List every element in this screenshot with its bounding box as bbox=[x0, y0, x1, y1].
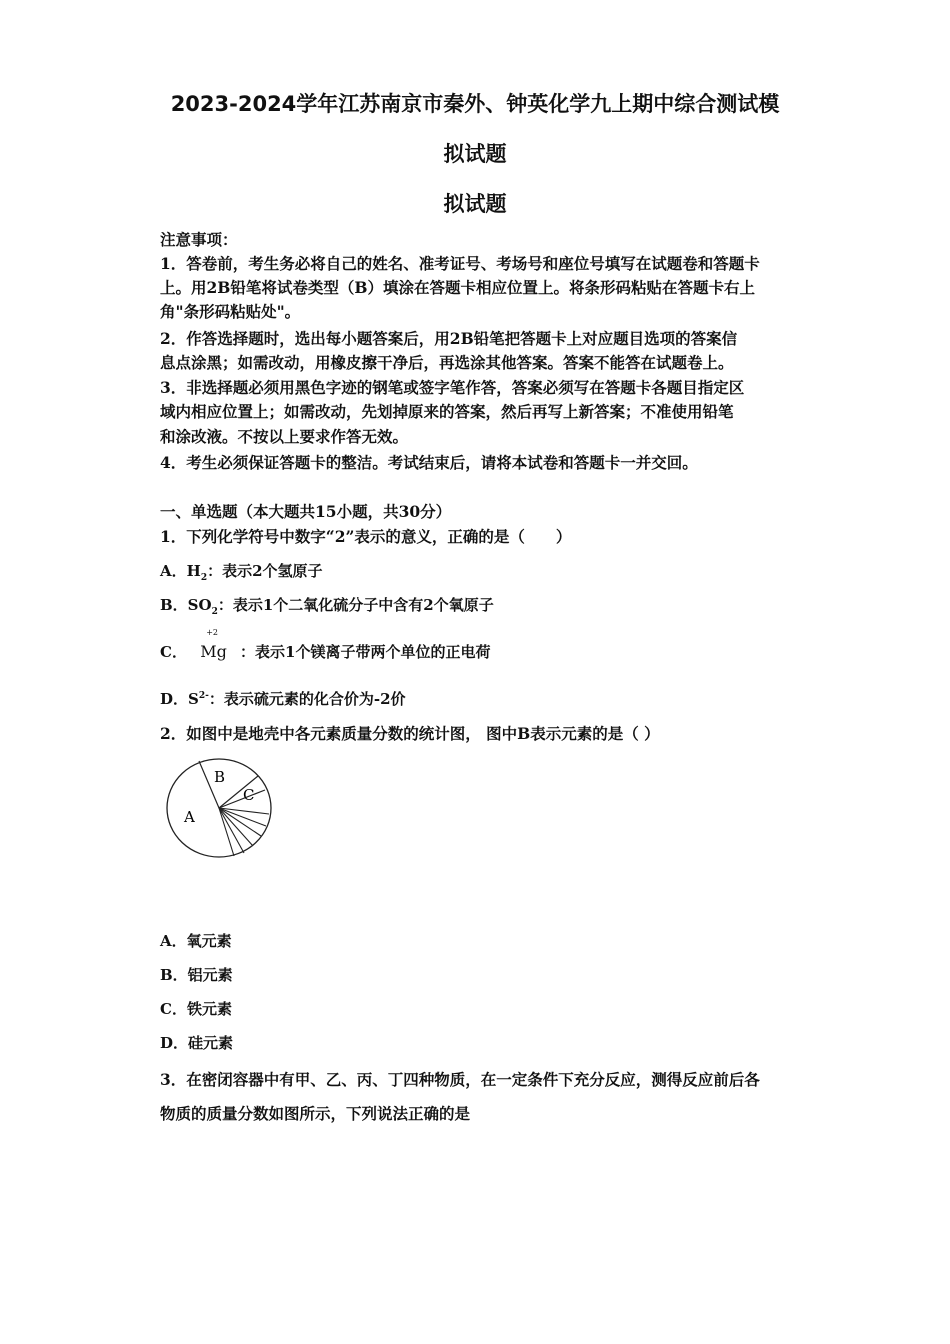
notice-heading: 注意事项： bbox=[160, 230, 238, 249]
pie-label-b: B bbox=[214, 768, 226, 786]
notice-line: 2．作答选择题时，选出每小题答案后，用2B铅笔把答题卡上对应题目选项的答案信 bbox=[160, 329, 738, 348]
notice-line: 角"条形码粘贴处"。 bbox=[160, 302, 301, 321]
question-3-stem-line1: 3．在密闭容器中有甲、乙、丙、丁四种物质，在一定条件下充分反应，测得反应前后各 bbox=[160, 1070, 760, 1089]
option-b-subscript: 2 bbox=[211, 607, 218, 617]
notice-line: 域内相应位置上；如需改动，先划掉原来的答案，然后再写上新答案；不准使用铅笔 bbox=[160, 402, 734, 421]
question-3-stem-line2: 物质的质量分数如图所示，下列说法正确的是 bbox=[160, 1104, 471, 1123]
page-title-line1: 2023-2024学年江苏南京市秦外、钟英化学九上期中综合测试模 bbox=[170, 92, 780, 116]
question-2-option-b: B．铝元素 bbox=[160, 966, 233, 984]
crust-element-pie-figure bbox=[164, 756, 276, 860]
option-d-text: ：表示硫元素的化合价为-2价 bbox=[208, 690, 406, 708]
option-c-label: C． bbox=[160, 643, 187, 661]
notice-line: 3．非选择题必须用黑色字迹的钢笔或签字笔作答，答案必须写在答题卡各题目指定区 bbox=[160, 378, 745, 397]
page-title-line2: 拟试题 bbox=[443, 142, 507, 166]
valence-superscript: +2 bbox=[206, 628, 218, 637]
pie-label-a: A bbox=[184, 808, 195, 826]
pie-label-c: C bbox=[243, 786, 255, 804]
question-1-option-d bbox=[160, 688, 406, 709]
section-heading: 一、单选题（本大题共15小题，共30分） bbox=[160, 502, 452, 521]
notice-line: 息点涂黑；如需改动，用橡皮擦干净后，再选涂其他答案。答案不能答在试题卷上。 bbox=[160, 353, 734, 372]
option-c-text: ：表示1个镁离子带两个单位的正电荷 bbox=[240, 643, 491, 661]
question-1-stem: 1．下列化学符号中数字“2”表示的意义，正确的是（ ） bbox=[160, 527, 572, 546]
question-2-stem: 2．如图中是地壳中各元素质量分数的统计图， 图中B表示元素的是（ ） bbox=[160, 724, 660, 743]
question-1-option-c bbox=[160, 628, 491, 662]
page-subtitle: 拟试题 bbox=[443, 192, 507, 216]
option-d-label: D．S bbox=[160, 690, 199, 708]
mg-valence-symbol bbox=[200, 628, 227, 661]
option-b-label: B．SO bbox=[160, 596, 212, 614]
element-symbol: Mg bbox=[200, 642, 227, 661]
option-a-text: ：表示2个氢原子 bbox=[207, 562, 323, 580]
option-a-label: A．H bbox=[160, 562, 201, 580]
notice-line: 1．答卷前，考生务必将自己的姓名、准考证号、考场号和座位号填写在试题卷和答题卡 bbox=[160, 254, 760, 273]
question-1-option-b bbox=[160, 594, 494, 617]
notice-line: 上。用2B铅笔将试卷类型（B）填涂在答题卡相应位置上。将条形码粘贴在答题卡右上 bbox=[160, 278, 755, 297]
question-2-option-d: D．硅元素 bbox=[160, 1034, 234, 1052]
notice-line: 4．考生必须保证答题卡的整洁。考试结束后，请将本试卷和答题卡一并交回。 bbox=[160, 453, 698, 472]
question-2-option-a: A．氧元素 bbox=[160, 932, 232, 950]
option-a-subscript: 2 bbox=[200, 573, 208, 583]
option-d-superscript: 2- bbox=[198, 691, 209, 701]
question-1-option-a bbox=[160, 560, 323, 583]
question-2-option-c: C．铁元素 bbox=[160, 1000, 232, 1018]
pie-slice-divider bbox=[219, 790, 265, 808]
notice-line: 和涂改液。不按以上要求作答无效。 bbox=[160, 427, 409, 446]
option-b-text: ：表示1个二氧化硫分子中含有2个氧原子 bbox=[217, 596, 494, 614]
